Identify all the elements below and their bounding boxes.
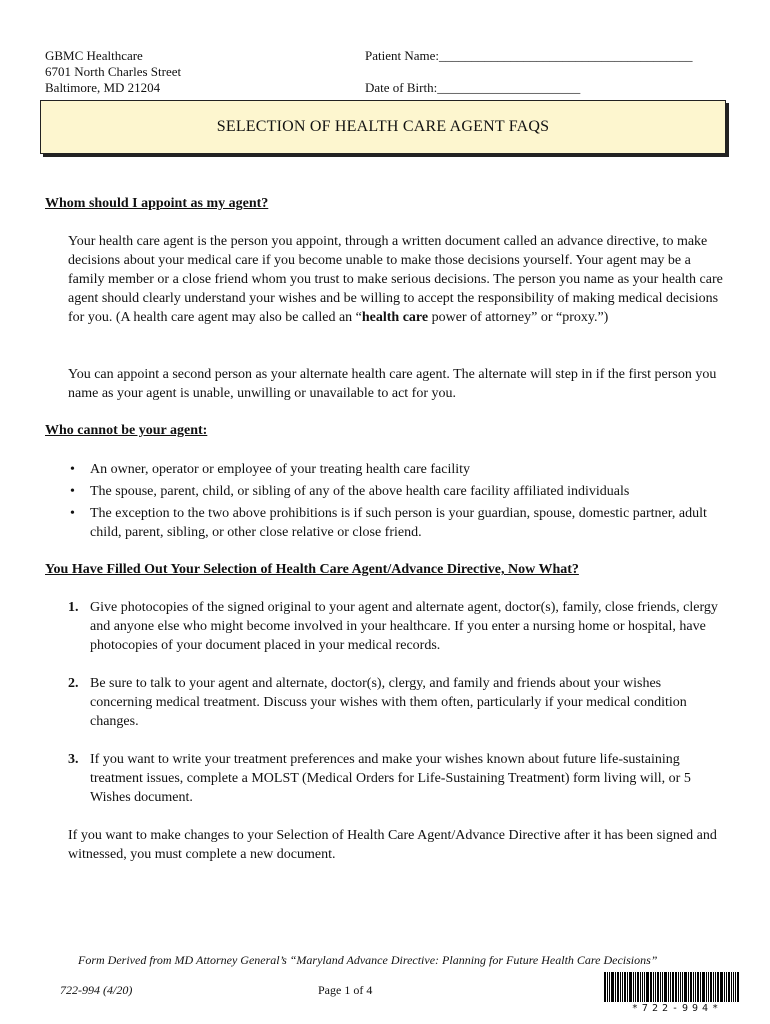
barcode-bar [715, 972, 716, 1002]
barcode-bar [684, 972, 687, 1002]
title-box [40, 100, 726, 154]
numbered-item [68, 750, 718, 807]
item-number: 3. [68, 752, 79, 767]
paragraph-changes: If you want to make changes to your Selection of Health Care Agent/Advance Directive after it has been signed and witnessed, you must complete a new document. [68, 828, 717, 862]
item-text: Give photocopies of the signed original to your agent and alternate agent, doctor(s), family, close friends, clergy and anyone else who might become involved in your healthcare. If you enter a nursing home or hospital, have photocopies of your document placed in your medical records. [90, 600, 718, 653]
form-code: 722-994 (4/20) [60, 983, 133, 997]
barcode-bar [690, 972, 692, 1002]
barcode-bar [710, 972, 712, 1002]
numbered-item [68, 674, 718, 731]
barcode-bar [731, 972, 732, 1002]
barcode-bar [706, 972, 707, 1002]
barcode-bar [682, 972, 683, 1002]
paragraph-agent-definition [68, 232, 728, 327]
list-item: • An owner, operator or employee of your treating health care facility [68, 460, 718, 479]
barcode-bar [609, 972, 610, 1002]
section-heading-now-what: You Have Filled Out Your Selection of Health Care Agent/Advance Directive, Now What? [45, 562, 579, 577]
org-city: Baltimore, MD 21204 [45, 80, 161, 95]
barcode-bar [633, 972, 634, 1002]
barcode-bar [662, 972, 663, 1002]
barcode-bar [720, 972, 723, 1002]
barcode-bar [617, 972, 619, 1002]
barcode-bar [735, 972, 736, 1002]
org-name: GBMC Healthcare [45, 48, 143, 63]
barcode [604, 972, 750, 1002]
barcode-bar [637, 972, 639, 1002]
paragraph-agent-text-end: power of attorney” or “proxy.”) [428, 310, 609, 325]
item-text: If you want to write your treatment preferences and make your wishes known about future life-sustaining treatment issues, complete a MOLST (Medical Orders for Life-Sustaining Treatment) form living will, or 5 Wishes document. [90, 752, 691, 805]
footer-derived-note: Form Derived from MD Attorney General’s “Maryland Advance Directive: Planning for Future Health Care Decisions” [78, 953, 658, 967]
barcode-bar [668, 972, 669, 1002]
paragraph-alternate-agent: You can appoint a second person as your alternate health care agent. The alternate will step in if the first person you name as your agent is unable, unwilling or unavailable to act for you. [68, 367, 717, 401]
barcode-bar [642, 972, 643, 1002]
barcode-bar [697, 972, 699, 1002]
barcode-bar [737, 972, 739, 1002]
numbered-item [68, 598, 718, 655]
page-title: SELECTION OF HEALTH CARE AGENT FAQS [216, 118, 550, 135]
barcode-bar [660, 972, 661, 1002]
barcode-bar [627, 972, 628, 1002]
item-text: Be sure to talk to your agent and alternate, doctor(s), clergy, and family and friends about your wishes concerning medical treatment. Discuss your wishes with them often, particularly if your medical condition changes. [90, 676, 687, 729]
barcode-bar [733, 972, 734, 1002]
barcode-bar [695, 972, 696, 1002]
section-heading-whom: Whom should I appoint as my agent? [45, 196, 269, 211]
list-item: • The spouse, parent, child, or sibling of any of the above health care facility affiliated individuals [68, 482, 718, 501]
barcode-bar [607, 972, 608, 1002]
item-number: 1. [68, 600, 79, 615]
barcode-bar [655, 972, 656, 1002]
barcode-bar [672, 972, 674, 1002]
patient-name-field[interactable]: Patient Name:_______________________________________ [365, 48, 693, 63]
barcode-bar [688, 972, 689, 1002]
paragraph-agent-text: Your health care agent is the person you appoint, through a written document called an advance directive, to make decisions about your medical care if you become unable to make those decisions yourself. Your agent may be a family member or a close friend whom you trust to make serious decisions. The person you name as your health care agent should clearly understand your wishes and be willing to accept the responsibility of making medical decisions for you. (A health care agent may also be called an “ [68, 234, 723, 325]
barcode-bar [726, 972, 727, 1002]
barcode-bar [611, 972, 614, 1002]
barcode-text: *722-994* [631, 1003, 723, 1014]
barcode-bar [615, 972, 616, 1002]
barcode-bar [629, 972, 632, 1002]
item-number: 2. [68, 676, 79, 691]
prohibition-list [68, 460, 718, 545]
barcode-bar [693, 972, 694, 1002]
barcode-bar [670, 972, 671, 1002]
barcode-bar [624, 972, 626, 1002]
date-of-birth-field[interactable]: Date of Birth:______________________ [365, 80, 581, 95]
barcode-bar [728, 972, 730, 1002]
barcode-bar [724, 972, 725, 1002]
barcode-bar [646, 972, 649, 1002]
list-item: • The exception to the two above prohibitions is if such person is your guardian, spouse, domestic partner, adult child, parent, sibling, or other close relative or close friend. [68, 504, 718, 542]
barcode-bar [675, 972, 677, 1002]
barcode-bar [604, 972, 606, 1002]
page-number: Page 1 of 4 [318, 983, 373, 997]
barcode-bar [620, 972, 621, 1002]
bold-health-care: health care [361, 310, 429, 325]
barcode-bar [653, 972, 654, 1002]
barcode-bar [702, 972, 705, 1002]
barcode-bar [657, 972, 659, 1002]
barcode-bar [713, 972, 714, 1002]
barcode-bar [640, 972, 641, 1002]
barcode-bar [622, 972, 623, 1002]
section-heading-who-cannot: Who cannot be your agent: [45, 423, 208, 438]
barcode-bar [680, 972, 681, 1002]
barcode-bar [708, 972, 709, 1002]
barcode-bar [700, 972, 701, 1002]
barcode-bar [664, 972, 667, 1002]
org-street: 6701 North Charles Street [45, 64, 182, 79]
barcode-bar [650, 972, 652, 1002]
barcode-bar [635, 972, 636, 1002]
barcode-bar [644, 972, 645, 1002]
barcode-bar [678, 972, 679, 1002]
barcode-bar [717, 972, 719, 1002]
org-address [45, 48, 181, 96]
